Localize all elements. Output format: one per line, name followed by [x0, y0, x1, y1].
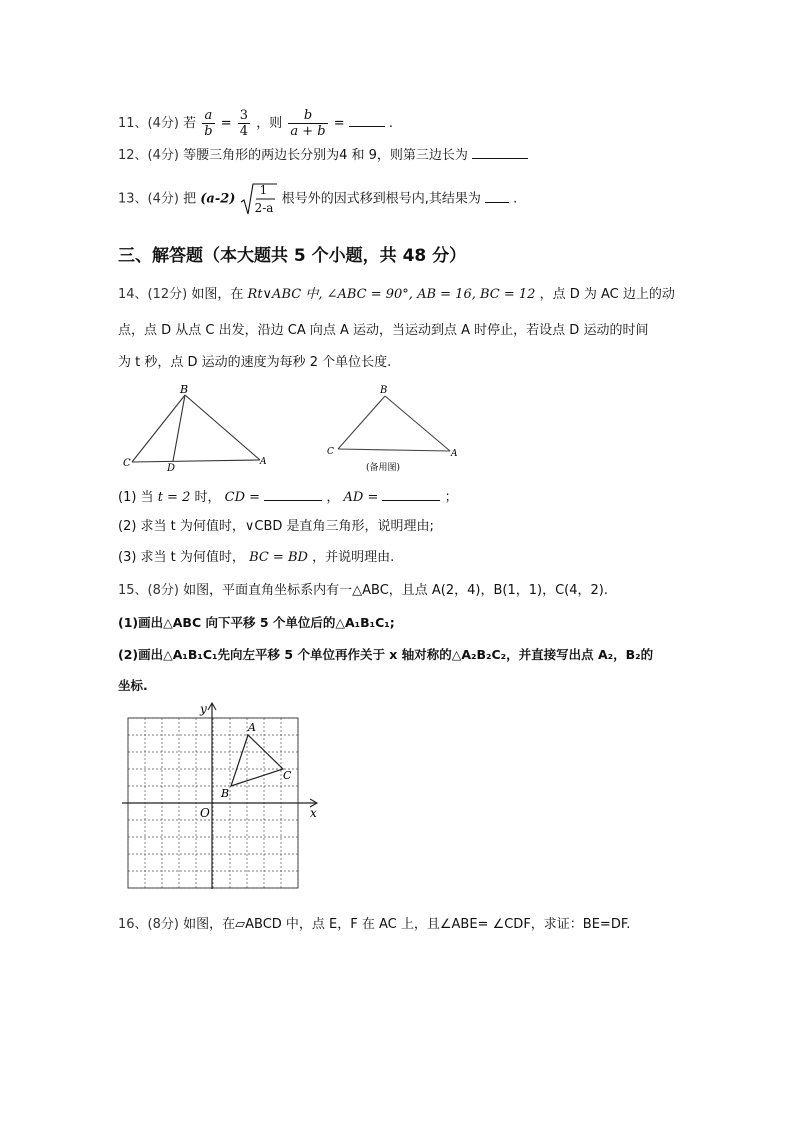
fraction-3-over-4: $\frac{3}{4}$	[239, 108, 249, 139]
question-12	[118, 146, 528, 165]
question-12-number: 12、(4分)	[118, 148, 179, 163]
q15-part-2-line2: 坐标.	[118, 678, 148, 693]
question-14-line1: 14、(12分) 如图，在 Rt∨ABC 中, ∠ABC = 90°, AB = 16, BC = 12 ，点 D 为 AC 边上的动	[118, 287, 675, 302]
fraction-b-over-a-plus-b: $\frac{b}{a + b}$	[290, 108, 326, 139]
point-B-label: B	[221, 787, 230, 800]
point-A-label: A	[248, 721, 256, 734]
x-axis-label: x	[310, 806, 317, 820]
question-13: 13、(4分) 把 (a-2) 1 2-a 根号外的因式移到根号内,其结果为 .	[118, 183, 518, 215]
fraction-a-over-b: $\frac{a}{b}$	[204, 108, 213, 139]
q15-part-2-line1: (2)画出△A₁B₁C₁先向左平移 5 个单位再作关于 x 轴对称的△A₂B₂C₂，并直接写出点 A₂，B₂的	[118, 647, 654, 662]
question-13-text: 根号外的因式移到根号内,其结果为	[281, 191, 481, 207]
question-14-line2: 点，点 D 从点 C 出发，沿边 CA 向点 A 运动，当运动到点 A 时停止，若设点 D 运动的时间	[118, 323, 649, 338]
answer-blank[interactable]	[485, 190, 509, 203]
label-D: D	[167, 463, 176, 474]
q14-part-1: (1) 当 t = 2 时， CD = ， AD = ；	[118, 490, 458, 505]
radical: 1 2-a	[240, 182, 278, 216]
axes	[122, 703, 317, 889]
origin-label: O	[200, 806, 210, 820]
answer-blank-cd[interactable]	[264, 488, 322, 501]
y-axis-label: y	[200, 702, 207, 716]
answer-blank-ad[interactable]	[382, 488, 440, 501]
label-A: A	[260, 457, 267, 467]
answer-blank[interactable]	[472, 146, 528, 159]
label-A: A	[451, 449, 458, 459]
point-C-label: C	[283, 769, 292, 782]
coordinate-grid	[118, 700, 328, 896]
label-C: C	[123, 458, 131, 469]
triangle-ABC	[231, 735, 283, 786]
label-B: B	[380, 385, 388, 396]
question-12-text: 等腰三角形的两边长分别为4 和 9，则第三边长为	[183, 148, 468, 163]
factor: (a-2)	[200, 191, 236, 207]
question-11: 11、(4分) 若 $\frac{a}{b}$ = $\frac{3}{4}$ ，则 $\frac{b}{a + b}$ = .	[118, 108, 394, 139]
question-16: 16、(8分) 如图，在▱ABCD 中，点 E，F 在 AC 上，且∠ABE= ∠CDF，求证：BE=DF.	[118, 917, 631, 932]
q14-part-3: (3) 求当 t 为何值时， BC = BD ，并说明理由.	[118, 550, 395, 565]
question-11-number: 11、(4分)	[118, 116, 179, 131]
label-B: B	[180, 383, 189, 396]
q14-part-2: (2) 求当 t 为何值时，∨CBD 是直角三角形，说明理由;	[118, 519, 434, 534]
label-C: C	[327, 447, 334, 457]
question-11-prefix: 若	[183, 116, 197, 131]
answer-blank[interactable]	[349, 114, 385, 127]
question-15: 15、(8分) 如图，平面直角坐标系内有一△ABC，且点 A(2，4)，B(1，1)，C(4，2).	[118, 583, 608, 598]
section-heading: 三、解答题（本大题共 5 个小题，共 48 分）	[118, 246, 467, 266]
question-13-number: 13、(4分)	[118, 191, 179, 207]
figure-caption: (备用图)	[366, 463, 401, 473]
q14-given-math: Rt∨ABC 中, ∠ABC = 90°, AB = 16, BC = 12	[247, 287, 536, 302]
q14-triangle-figure	[118, 382, 268, 474]
question-14-line3: 为 t 秒，点 D 运动的速度为每秒 2 个单位长度.	[118, 355, 392, 370]
q14-backup-figure	[322, 380, 462, 476]
q15-part-1: (1)画出△ABC 向下平移 5 个单位后的△A₁B₁C₁;	[118, 615, 395, 630]
